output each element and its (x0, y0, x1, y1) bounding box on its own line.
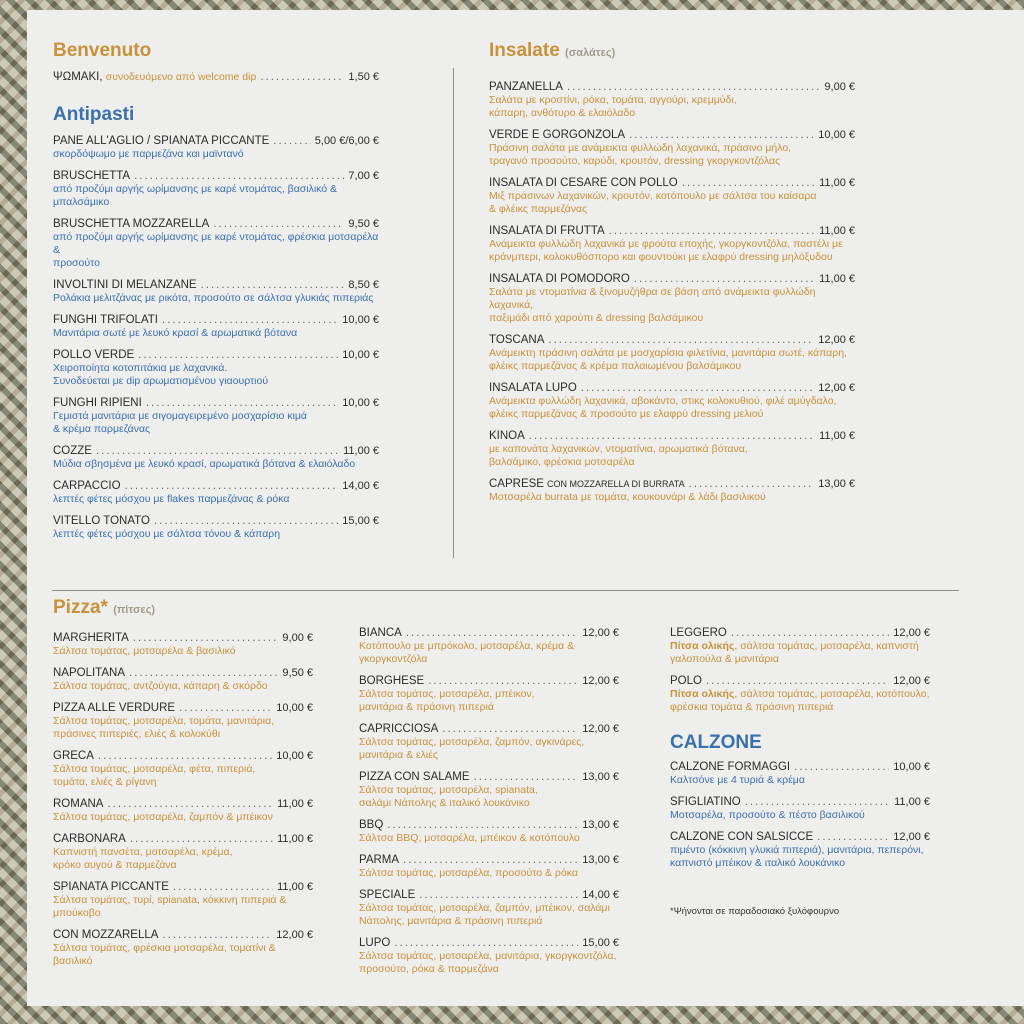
item-desc: πιμέντο (κόκκινη γλυκιά πιπεριά), μανιτάρια, πεπερόνι, καπνιστό μπέικον & ιταλικό λουκάνικο (670, 844, 924, 869)
menu-item (53, 217, 379, 270)
menu-item (53, 749, 313, 789)
item-desc: Μανιτάρια σωτέ με λευκό κρασί & αρωματικά βότανα (53, 327, 298, 339)
item-name: POLO (670, 675, 702, 687)
menu-item (489, 381, 855, 421)
item-name: INSALATA DI POMODORO (489, 273, 630, 285)
menu-item (53, 514, 379, 541)
menu-item (359, 936, 619, 976)
item-name: PIZZA ALLE VERDURE (53, 702, 176, 714)
item-desc (670, 640, 930, 666)
item-desc: Πράσινη σαλάτα με ανάμεικτα φυλλώδη λαχανικά, πράσινο μήλο, τραγανό προσούτο, καρύδι, κρουτόν, dressing γκοργκοντζόλας (489, 142, 792, 167)
item-price: 13,00 € (818, 478, 855, 490)
item-desc-text: , σάλτσα τομάτας, μοτσαρέλα, κοτόπουλο, φρέσκια τομάτα & πράσινη πιπεριά (670, 688, 930, 713)
item-price: 13,00 € (582, 819, 619, 831)
item-name: MARGHERITA (53, 632, 129, 644)
item-name: SFIGLIATINO (670, 796, 741, 808)
dot-leader (107, 797, 273, 811)
item-name: NAPOLITANA (53, 667, 125, 679)
pizza-list-3 (670, 626, 930, 714)
dot-leader (213, 217, 344, 231)
item-name: VITELLO TONATO (53, 515, 150, 527)
item-name: COZZE (53, 445, 92, 457)
item-name: BRUSCHETTA (53, 170, 131, 182)
item-price: 15,00 € (582, 937, 619, 949)
item-desc: Ανάμεικτη πράσινη σαλάτα με μοσχαρίσια φιλετίνια, μανιτάρια σωτέ, κάπαρη, φλέικς παρμεζάνας & κρέμα παλαιωμένου βαλσάμικου (489, 347, 847, 372)
menu-item (489, 333, 855, 373)
item-desc: Χειροποίητα κοτοπιτάκια με λαχανικά. Συνοδεύεται με dip αρωματισμένου γιαουρτιού (53, 362, 269, 387)
item-name: CARBONARA (53, 833, 126, 845)
menu-item (53, 701, 313, 741)
item-price: 11,00 € (819, 430, 855, 442)
item-price: 13,00 € (582, 854, 619, 866)
item-desc: Καπνιστή πανσέτα, μοτσαρέλα, κρέμα, κρόκο αυγού & παρμεζάνα (53, 846, 233, 871)
item-desc: συνοδευόμενο από welcome dip (105, 71, 257, 83)
dot-leader (706, 674, 889, 688)
menu-item (359, 722, 619, 762)
dot-leader (529, 429, 815, 443)
item-desc: Σάλτσα τομάτας, μοτσαρέλα, τομάτα, μανιτάρια, πράσινες πιπεριές, ελιές & κολοκύθι (53, 715, 275, 740)
item-name-suffix: CON MOZZARELLA DI BURRATA (546, 479, 685, 489)
pizza-title-text: Pizza* (53, 597, 108, 618)
item-price: 11,00 € (819, 177, 855, 189)
menu-item (359, 674, 619, 714)
column-divider (453, 68, 454, 558)
menu-item (53, 348, 379, 388)
item-name: BBQ (359, 819, 384, 831)
menu-item (53, 880, 313, 920)
item-name: GRECA (53, 750, 94, 762)
menu-item (489, 477, 855, 504)
item-name: BRUSCHETTA MOZZARELLA (53, 218, 210, 230)
dot-leader (689, 477, 815, 491)
item-name: PANZANELLA (489, 81, 563, 93)
item-price: 5,00 €/6,00 € (314, 135, 379, 147)
item-desc: Γεμιστά μανιτάρια με σιγομαγειρεμένο μοσχαρίσιο κιμά & κρέμα παρμεζάνας (53, 410, 307, 435)
item-price: 12,00 € (818, 334, 855, 346)
section-divider (52, 590, 959, 591)
dot-leader (406, 626, 578, 640)
item-desc: Σάλτσα τομάτας, μοτσαρέλα, φέτα, πιπεριά, τομάτα, ελιές & ρίγανη (53, 763, 256, 788)
menu-item (489, 128, 855, 168)
dot-leader (179, 701, 272, 715)
item-price: 11,00 € (819, 225, 855, 237)
item-desc: Σάλτσα BBQ, μοτσαρέλα, μπέικον & κοτόπουλο (359, 832, 580, 844)
dot-leader (154, 514, 338, 528)
dot-leader (474, 770, 579, 784)
footnote: *Ψήνονται σε παραδοσιακό ξυλόφουρνο (670, 906, 840, 917)
item-desc: Μιξ πράσινων λαχανικών, κρουτόν, κοτόπουλο με σάλτσα του καίσαρα & φλέικς παρμεζάνας (489, 190, 817, 215)
item-desc-highlight: Πίτσα ολικής (670, 688, 735, 700)
item-price: 14,00 € (342, 480, 379, 492)
item-desc: λεπτές φέτες μόσχου με σάλτσα τόνου & κάπαρη (53, 528, 281, 540)
item-desc: Καλτσόνε με 4 τυριά & κρέμα (670, 774, 805, 786)
insalate-subtitle: (σαλάτες) (565, 47, 616, 59)
item-price: 10,00 € (276, 750, 313, 762)
item-name: TOSCANA (489, 334, 545, 346)
item-price: 12,00 € (893, 831, 930, 843)
menu-item (53, 169, 379, 209)
dot-leader (173, 880, 273, 894)
menu-item (53, 134, 379, 161)
menu-item (53, 444, 379, 471)
item-desc: από προζύμι αργής ωρίμανσης με καρέ ντομάτας, βασιλικό & μπαλσάμικο (53, 183, 338, 208)
item-name: VERDE E GORGONZOLA (489, 129, 626, 141)
menu-item (489, 224, 855, 264)
pizza-list-2 (359, 626, 619, 976)
dot-leader (273, 134, 310, 148)
item-price: 10,00 € (276, 702, 313, 714)
item-name: KINOA (489, 430, 525, 442)
item-name: CAPRESE (489, 478, 544, 490)
item-name: PIZZA CON SALAME (359, 771, 470, 783)
dot-leader (387, 818, 578, 832)
item-name: CAPRICCIOSA (359, 723, 439, 735)
item-price: 10,00 € (893, 761, 930, 773)
menu-item (489, 429, 855, 469)
item-price: 14,00 € (582, 889, 619, 901)
item-price: 12,00 € (582, 627, 619, 639)
item-desc: Μύδια σβησμένα με λευκό κρασί, αρωματικά βότανα & ελαιόλαδο (53, 458, 356, 470)
item-name: INSALATA DI FRUTTA (489, 225, 605, 237)
dot-leader (129, 666, 278, 680)
menu-item (670, 626, 930, 666)
item-desc: Ανάμεικτα φυλλώδη λαχανικά, αβοκάντο, στικς κολοκυθιού, φιλέ αμύγδαλο, φλέικς παρμεζάνας & προσούτο με ελαφρύ dressing μελιού (489, 395, 837, 420)
item-name: LEGGERO (670, 627, 727, 639)
item-desc: Σαλάτα με κροστίνι, ρόκα, τομάτα, αγγούρι, κρεμμύδι, κάπαρη, ανθότυρο & ελαιόλαδο (489, 94, 737, 119)
dot-leader (419, 888, 578, 902)
item-desc: Σάλτσα τομάτας, μοτσαρέλα, μανιτάρια, γκοργκοντζόλα, προσούτο, ρόκα & παρμεζάνα (359, 950, 617, 975)
dot-leader (609, 224, 815, 238)
dot-leader (134, 169, 344, 183)
menu-item (53, 928, 313, 968)
item-name: PARMA (359, 854, 400, 866)
item-name: BIANCA (359, 627, 402, 639)
item-desc: Σάλτσα τομάτας, μοτσαρέλα, ζαμπόν, μπέικον, σαλάμι Νάπολης, μανιτάρια & πράσινη πιπεριά (359, 902, 610, 927)
item-name: FUNGHI RIPIENI (53, 397, 142, 409)
menu-item (359, 818, 619, 845)
menu-item (53, 631, 313, 658)
menu-item (53, 396, 379, 436)
item-name: LUPO (359, 937, 391, 949)
left-column (53, 40, 379, 549)
pizza-column-3 (670, 626, 930, 917)
item-name: CARPACCIO (53, 480, 121, 492)
item-price: 12,00 € (582, 723, 619, 735)
dot-leader (133, 631, 279, 645)
item-desc: Μοτσαρέλα, προσούτο & πέστο βασιλικού (670, 809, 865, 821)
menu-item (359, 853, 619, 880)
item-desc: Κοτόπουλο με μπρόκολο, μοτσαρέλα, κρέμα & γκοργκοντζόλα (359, 640, 575, 665)
item-desc: Σάλτσα τομάτας, μοτσαρέλα, ζαμπόν, αγκινάρες, μανιτάρια & ελιές (359, 736, 585, 761)
menu-item (670, 760, 930, 787)
item-name: INSALATA LUPO (489, 382, 577, 394)
pizza-list-1 (53, 631, 313, 968)
item-name: BORGHESE (359, 675, 425, 687)
item-desc: Ανάμεικτα φυλλώδη λαχανικά με φρούτα εποχής, γκοργκοντζόλα, παστέλι με κράνμπερι, κολοκυθόσπορο και φουντούκι με ελαφρύ dressing μηλόξυδου (489, 238, 843, 263)
item-price: 11,00 € (819, 273, 855, 285)
calzone-title: CALZONE (670, 732, 762, 753)
pizza-subtitle: (πίτσες) (113, 604, 156, 616)
item-price: 13,00 € (582, 771, 619, 783)
item-price: 11,00 € (343, 445, 379, 457)
item-price: 9,50 € (348, 218, 379, 230)
benvenuto-title: Benvenuto (53, 40, 152, 61)
item-price: 10,00 € (342, 314, 379, 326)
dot-leader (581, 381, 815, 395)
insalate-list (489, 80, 855, 504)
item-price: 1,50 € (348, 71, 379, 83)
dot-leader (428, 674, 578, 688)
menu-item (359, 770, 619, 810)
menu-item (53, 797, 313, 824)
dot-leader (794, 760, 889, 774)
dot-leader (162, 928, 272, 942)
menu-item (670, 674, 930, 714)
item-price: 8,50 € (348, 279, 379, 291)
item-price: 9,50 € (282, 667, 313, 679)
item-desc: Ρολάκια μελιτζάνας με ρικότα, προσούτο σε σάλτσα γλυκιάς πιπεριάς (53, 292, 374, 304)
dot-leader (96, 444, 339, 458)
menu-item (53, 70, 379, 84)
menu-item (489, 176, 855, 216)
item-price: 11,00 € (277, 798, 313, 810)
menu-item (489, 272, 855, 325)
item-price: 9,00 € (824, 81, 855, 93)
insalate-column (489, 40, 855, 512)
item-desc: Σάλτσα τομάτας, μοτσαρέλα, ζαμπόν & μπέικον (53, 811, 273, 823)
dot-leader (138, 348, 338, 362)
pizza-column-2 (359, 626, 619, 984)
dot-leader (548, 333, 814, 347)
dot-leader (403, 853, 578, 867)
item-desc-highlight: Πίτσα ολικής (670, 640, 735, 652)
dot-leader (201, 278, 345, 292)
dot-leader (629, 128, 814, 142)
item-price: 11,00 € (277, 833, 313, 845)
item-price: 12,00 € (893, 675, 930, 687)
dot-leader (98, 749, 272, 763)
item-desc: Σαλάτα με ντοματίνια & ξινομυζήθρα σε βάση από ανάμεικτα φυλλώδη λαχανικά, παξιμάδι από χαρούπι & dressing βαλσάμικου (489, 286, 816, 324)
menu-item (53, 666, 313, 693)
item-name: CALZONE CON SALSICCE (670, 831, 814, 843)
item-price: 15,00 € (342, 515, 379, 527)
dot-leader (745, 795, 890, 809)
pizza-title (53, 597, 313, 621)
item-desc: Μοτσαρέλα burrata με τομάτα, κουκουνάρι & λάδι βασιλικού (489, 491, 766, 503)
item-price: 9,00 € (282, 632, 313, 644)
item-desc: με καπονάτα λαχανικών, ντοματίνια, αρωματικά βότανα, βαλσάμικο, φρέσκια μοτσαρέλα (489, 443, 748, 468)
dot-leader (567, 80, 820, 94)
item-price: 12,00 € (893, 627, 930, 639)
item-name: SPECIALE (359, 889, 416, 901)
item-desc: Σάλτσα τομάτας, μοτσαρέλα, spianata, σαλάμι Νάπολης & ιταλικό λουκάνικο (359, 784, 538, 809)
dot-leader (634, 272, 815, 286)
item-name: INSALATA DI CESARE CON POLLO (489, 177, 678, 189)
item-name: ROMANA (53, 798, 104, 810)
dot-leader (817, 830, 889, 844)
dot-leader (130, 832, 273, 846)
menu-item (53, 313, 379, 340)
menu-item (670, 795, 930, 822)
item-desc: Σάλτσα τομάτας, μοτσαρέλα, προσούτο & ρόκα (359, 867, 578, 879)
menu-item (489, 80, 855, 120)
item-desc: σκορδόψωμο με παρμεζάνα και μαϊντανό (53, 148, 244, 160)
item-name: CALZONE FORMAGGI (670, 761, 791, 773)
item-price: 12,00 € (818, 382, 855, 394)
item-name: PANE ALL'AGLIO / SPIANATA PICCANTE (53, 135, 270, 147)
menu-item (53, 832, 313, 872)
item-desc: Σάλτσα τομάτας, φρέσκια μοτσαρέλα, τοματίνι & βασιλικό (53, 942, 276, 967)
menu-item (359, 888, 619, 928)
item-price: 10,00 € (818, 129, 855, 141)
item-desc (670, 688, 930, 714)
item-desc: λεπτές φέτες μόσχου με flakes παρμεζάνας & ρόκα (53, 493, 290, 505)
item-desc: Σάλτσα τομάτας, τυρί, spianata, κόκκινη πιπεριά & μπούκοβο (53, 894, 287, 919)
item-desc-text: , σάλτσα τομάτας, μοτσαρέλα, καπνιστή γαλοπούλα & μανιτάρια (670, 640, 919, 665)
item-price: 10,00 € (342, 349, 379, 361)
dot-leader (162, 313, 338, 327)
item-price: 11,00 € (894, 796, 930, 808)
menu-item (53, 479, 379, 506)
antipasti-title: Antipasti (53, 104, 135, 125)
item-name: CON MOZZARELLA (53, 929, 159, 941)
item-name: POLLO VERDE (53, 349, 135, 361)
menu-item (53, 278, 379, 305)
dot-leader (125, 479, 339, 493)
item-price: 12,00 € (276, 929, 313, 941)
dot-leader (682, 176, 815, 190)
item-name: INVOLTINI DI MELANZANE (53, 279, 197, 291)
menu-item (670, 830, 930, 870)
item-desc: Σάλτσα τομάτας, αντζούγια, κάπαρη & σκόρδο (53, 680, 268, 692)
item-desc: από προζύμι αργής ωρίμανσης με καρέ ντομάτας, φρέσκια μοτσαρέλα & προσούτο (53, 231, 379, 269)
dot-leader (442, 722, 578, 736)
item-name: SPIANATA PICCANTE (53, 881, 169, 893)
insalate-title (489, 40, 855, 64)
item-name: FUNGHI TRIFOLATI (53, 314, 158, 326)
pizza-column-1 (53, 597, 313, 976)
item-desc: Σάλτσα τομάτας, μοτσαρέλα, μπέικον, μανιτάρια & πράσινη πιπεριά (359, 688, 535, 713)
calzone-list (670, 760, 930, 870)
dot-leader (146, 396, 338, 410)
item-price: 12,00 € (582, 675, 619, 687)
dot-leader (731, 626, 889, 640)
item-price: 10,00 € (342, 397, 379, 409)
insalate-title-text: Insalate (489, 40, 560, 61)
item-name: ΨΩΜΑΚΙ, (53, 71, 103, 83)
menu-item (359, 626, 619, 666)
dot-leader (394, 936, 578, 950)
item-price: 11,00 € (277, 881, 313, 893)
item-desc: Σάλτσα τομάτας, μοτσαρέλα & βασιλικό (53, 645, 236, 657)
antipasti-list (53, 134, 379, 541)
item-price: 7,00 € (348, 170, 379, 182)
